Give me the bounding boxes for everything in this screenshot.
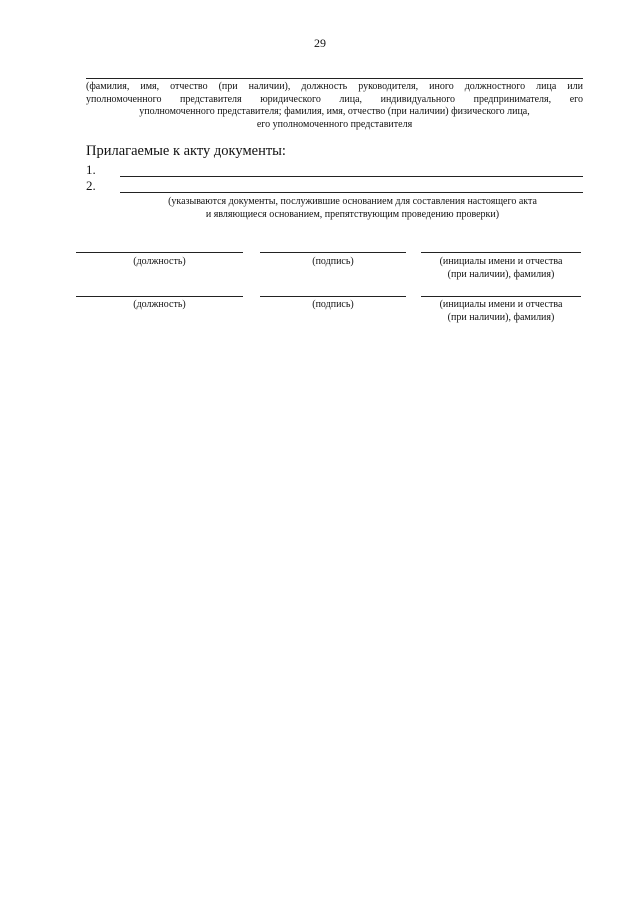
position-fill-line xyxy=(76,252,243,253)
representative-caption xyxy=(86,81,583,131)
attachment-number: 2. xyxy=(86,178,96,193)
attachment-fill-line xyxy=(120,192,583,193)
caption-line: уполномоченного представителя юридического лица, индивидуального предпринимателя, его xyxy=(86,93,583,105)
name-caption-line: (инициалы имени и отчества xyxy=(439,299,563,310)
position-caption: (должность) xyxy=(133,256,186,267)
name-fill-line xyxy=(421,252,581,253)
attachment-fill-line xyxy=(120,176,583,177)
signature-caption: (подпись) xyxy=(312,256,354,267)
attachments-heading: Прилагаемые к акту документы: xyxy=(86,143,286,159)
signature-caption: (подпись) xyxy=(312,299,354,310)
name-caption-line: (инициалы имени и отчества xyxy=(439,256,563,267)
note-line: (указываются документы, послужившие основанием для составления настоящего акта xyxy=(168,196,537,207)
caption-line: (фамилия, имя, отчество (при наличии), должность руководителя, иного должностного лица или xyxy=(86,81,583,92)
position-fill-line xyxy=(76,296,243,297)
note-line: и являющиеся основанием, препятствующим проведению проверки) xyxy=(205,208,500,220)
attachment-number: 1. xyxy=(86,162,96,177)
signature-fill-line xyxy=(260,296,406,297)
caption-line: уполномоченного представителя; фамилия, имя, отчество (при наличии) физического лица, xyxy=(139,106,530,117)
caption-line: его уполномоченного представителя xyxy=(256,118,413,130)
name-caption-line: (при наличии), фамилия) xyxy=(447,268,555,280)
representative-fill-line xyxy=(86,78,583,79)
attachments-note xyxy=(120,196,585,221)
name-caption xyxy=(421,299,581,324)
signature-fill-line xyxy=(260,252,406,253)
name-fill-line xyxy=(421,296,581,297)
position-caption: (должность) xyxy=(133,299,186,310)
page-number: 29 xyxy=(314,36,326,50)
name-caption xyxy=(421,256,581,281)
name-caption-line: (при наличии), фамилия) xyxy=(447,311,555,323)
